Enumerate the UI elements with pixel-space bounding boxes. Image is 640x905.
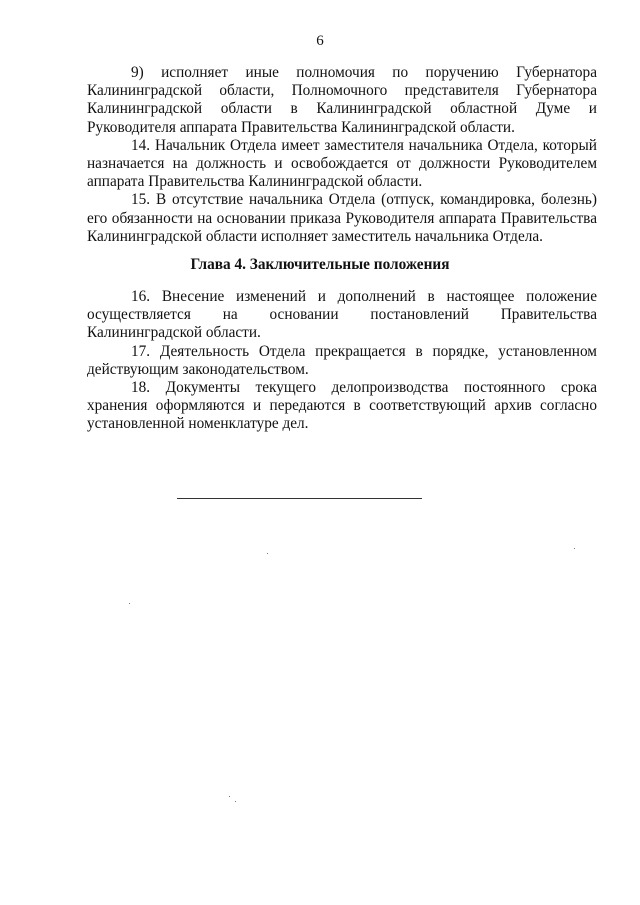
paragraph-16: 16. Внесение изменений и дополнений в настоящее положение осуществляется на основании постановлений Правительства Калининградской области.: [87, 288, 597, 342]
scan-speck: [235, 801, 236, 802]
section-top: [87, 64, 597, 246]
paragraph-18: 18. Документы текущего делопроизводства постоянного срока хранения оформляются и передаются в соответствующий архив согласно установленной номенклатуре дел.: [87, 379, 597, 433]
end-divider-line: [177, 498, 422, 499]
paragraph-17: 17. Деятельность Отдела прекращается в порядке, установленном действующим законодательством.: [87, 342, 597, 378]
scan-speck: [129, 603, 130, 604]
scan-speck: [229, 796, 230, 797]
paragraph-15: 15. В отсутствие начальника Отдела (отпуск, командировка, болезнь) его обязанности на основании приказа Руководителя аппарата Правительства Калининградской области исполняет заместитель начальника Отдела.: [87, 191, 597, 245]
section-chapter-4: [87, 288, 597, 434]
paragraph-item-9: 9) исполняет иные полномочия по поручению Губернатора Калининградской области, Полномочного представителя Губернатора Калининградской области в Калининградской областной Думе и Руководителя аппарата Правительства Калининградской области.: [87, 64, 597, 136]
chapter-heading: Глава 4. Заключительные положения: [190, 256, 450, 273]
paragraph-14: 14. Начальник Отдела имеет заместителя начальника Отдела, который назначается на должность и освобождается от должности Руководителем аппарата Правительства Калининградской области.: [87, 136, 597, 191]
scan-speck: [574, 548, 575, 549]
page-number: 6: [316, 33, 324, 49]
scan-speck: [267, 553, 268, 554]
